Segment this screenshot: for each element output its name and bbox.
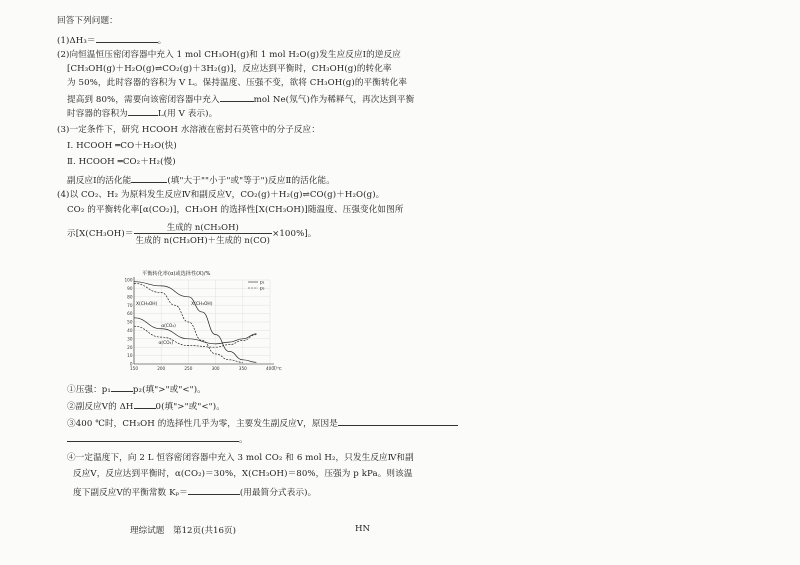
y-tick-label: 80 (127, 294, 133, 300)
x-axis-label: T/℃ (273, 366, 282, 371)
x-tick-label: 150 (130, 366, 138, 371)
y-tick-label: 50 (127, 319, 133, 325)
q4-sub-4-line-1: ④一定温度下，向 2 L 恒容密闭容器中充入 3 mol CO₂ 和 6 mol H₂，只发生反应Ⅳ和副 (67, 453, 414, 463)
q2-ne-amount-blank[interactable] (220, 92, 254, 102)
q2-line-3: 为 50%，此时容器的容积为 V L。保持温度、压强不变，欲将 CH₃OH(g)的平衡转化率 (67, 78, 408, 88)
footer-page-number: 理综试题 第12页(共16页) (130, 526, 236, 536)
pressure-compare-blank[interactable] (111, 382, 133, 392)
x-tick-label: 200 (157, 366, 166, 371)
reason-blank-2[interactable] (67, 432, 239, 442)
x-tick-label: 350 (238, 366, 247, 371)
y-tick-label: 60 (127, 311, 133, 317)
x-tick-label: 300 (211, 366, 220, 371)
legend-label: p₁ (260, 280, 265, 286)
q3-line-1: (3)一定条件下，研究 HCOOH 水溶液在密封石英管中的分子反应： (57, 125, 320, 135)
q4-sub-3-text: ③400 ℃时，CH₃OH 的选择性几乎为零，主要发生副反应Ⅴ，原因是 (67, 419, 338, 429)
q4-formula-suffix: ×100%]。 (272, 229, 317, 239)
fraction-numerator: 生成的 n(CH₃OH) (166, 222, 239, 232)
delta-h-blank[interactable] (134, 399, 156, 409)
y-tick-label: 70 (127, 302, 133, 308)
q4-sub-1-start: ①压强：p₁ (67, 385, 111, 395)
chart-plot-area (125, 277, 282, 371)
q4-formula-prefix: 示[X(CH₃OH)＝ (67, 229, 134, 239)
curve-annotation: X(CH₃OH) (191, 302, 213, 308)
x-tick-label: 250 (184, 366, 193, 371)
q4-sub-4-line-3-start: 度下副反应Ⅴ的平衡常数 Kₚ＝ (73, 488, 188, 498)
y-tick-label: 10 (127, 353, 133, 359)
q3-line-4-end: (填"大于""小于"或"等于")反应Ⅱ的活化能。 (167, 176, 335, 186)
q2-line-4-end: mol Ne(氖气)作为稀释气，再次达到平衡 (253, 95, 415, 105)
q2-line-2: [CH₃OH(g)＋H₂O(g)⇌CO₂(g)＋3H₂(g)]，反应达到平衡时，CH₃OH(g)的转化率 (67, 64, 392, 74)
q4-sub-3-cont (67, 432, 248, 446)
y-tick-label: 100 (124, 277, 133, 283)
y-tick-label: 90 (127, 286, 133, 291)
q2-line-1: (2)向恒温恒压密闭容器中充入 1 mol CH₃OH(g)和 1 mol H₂O(g)发生应反应Ⅰ的逆反应 (57, 50, 401, 60)
q4-sub-2-start: ②副反应Ⅴ的 ΔH (67, 402, 134, 412)
y-tick-label: 20 (127, 344, 133, 350)
series-line (134, 318, 256, 344)
y-tick-label: 30 (127, 336, 133, 342)
q3-line-4 (67, 173, 335, 187)
q4-line-2: CO₂ 的平衡转化率[α(CO₂)]，CH₃OH 的选择性[X(CH₃OH)]随温度、压强变化如图所 (67, 205, 404, 215)
q4-sub-3 (67, 416, 458, 430)
y-tick-label: 0 (129, 361, 133, 367)
reason-blank-1[interactable] (338, 416, 458, 426)
q2-volume-blank[interactable] (128, 106, 158, 116)
fraction-denominator: 生成的 n(CH₃OH)＋生成的 n(CO) (135, 235, 271, 245)
q3-line-4-start: 副反应Ⅰ的活化能 (67, 176, 132, 186)
q1-answer-blank[interactable] (96, 33, 158, 43)
conversion-selectivity-chart (120, 268, 280, 378)
q2-line-4-start: 提高到 80%，需要向该密闭容器中充入 (67, 95, 220, 105)
curve-annotation: X(CH₃OH) (136, 302, 158, 308)
q3-reaction-1: Ⅰ. HCOOH ═CO＋H₂O(快) (67, 141, 177, 151)
q4-line-1: (4)以 CO₂、H₂ 为原料发生反应Ⅳ和副反应Ⅴ，CO₂(g)＋H₂(g)⇌CO(g)＋H₂O(g)。 (57, 190, 385, 200)
q4-sub-1-end: p₂(填">"或"<")。 (132, 385, 206, 395)
q3-answer-blank[interactable] (131, 173, 167, 183)
q4-sub-4-line-3-end: (用最简分式表示)。 (239, 488, 317, 498)
q2-line-5-start: 时容器的容积为 (67, 109, 128, 119)
q4-sub-2 (67, 399, 225, 413)
chart-title: 平衡转化率(α)或选择性(X)/% (142, 271, 211, 277)
footer-code: HN (355, 524, 371, 534)
q3-reaction-2: Ⅱ. HCOOH ═CO₂＋H₂(慢) (67, 157, 176, 167)
q1-label: (1)ΔH₃＝ (57, 36, 96, 46)
intro-text: 回答下列问题： (57, 16, 118, 26)
kp-blank[interactable] (188, 485, 240, 495)
q2-line-5 (67, 106, 217, 120)
q2-line-5-end: L(用 V 表示)。 (157, 109, 218, 119)
selectivity-fraction (134, 221, 273, 246)
y-tick-label: 40 (127, 328, 133, 333)
curve-annotation: α(CO₂) (158, 340, 174, 346)
q1-end: 。 (157, 36, 167, 46)
series-line (134, 326, 256, 347)
curve-annotation: α(CO₂) (161, 324, 176, 330)
x-tick-label: 400 (266, 366, 274, 371)
q4-sub-2-end: 0(填">"或"<")。 (155, 402, 225, 412)
legend-label: p₂ (260, 286, 265, 292)
q4-sub-4-line-3 (73, 485, 316, 499)
q4-sub-1 (67, 382, 206, 396)
question-1 (57, 33, 166, 47)
q4-sub-3-end: 。 (239, 435, 248, 445)
q2-line-4 (67, 92, 414, 106)
q4-sub-4-line-2: 反应Ⅴ，反应达到平衡时，α(CO₂)＝30%，X(CH₃OH)＝80%，压强为 p kPa。则该温 (73, 469, 413, 479)
q4-formula-line (67, 221, 316, 246)
